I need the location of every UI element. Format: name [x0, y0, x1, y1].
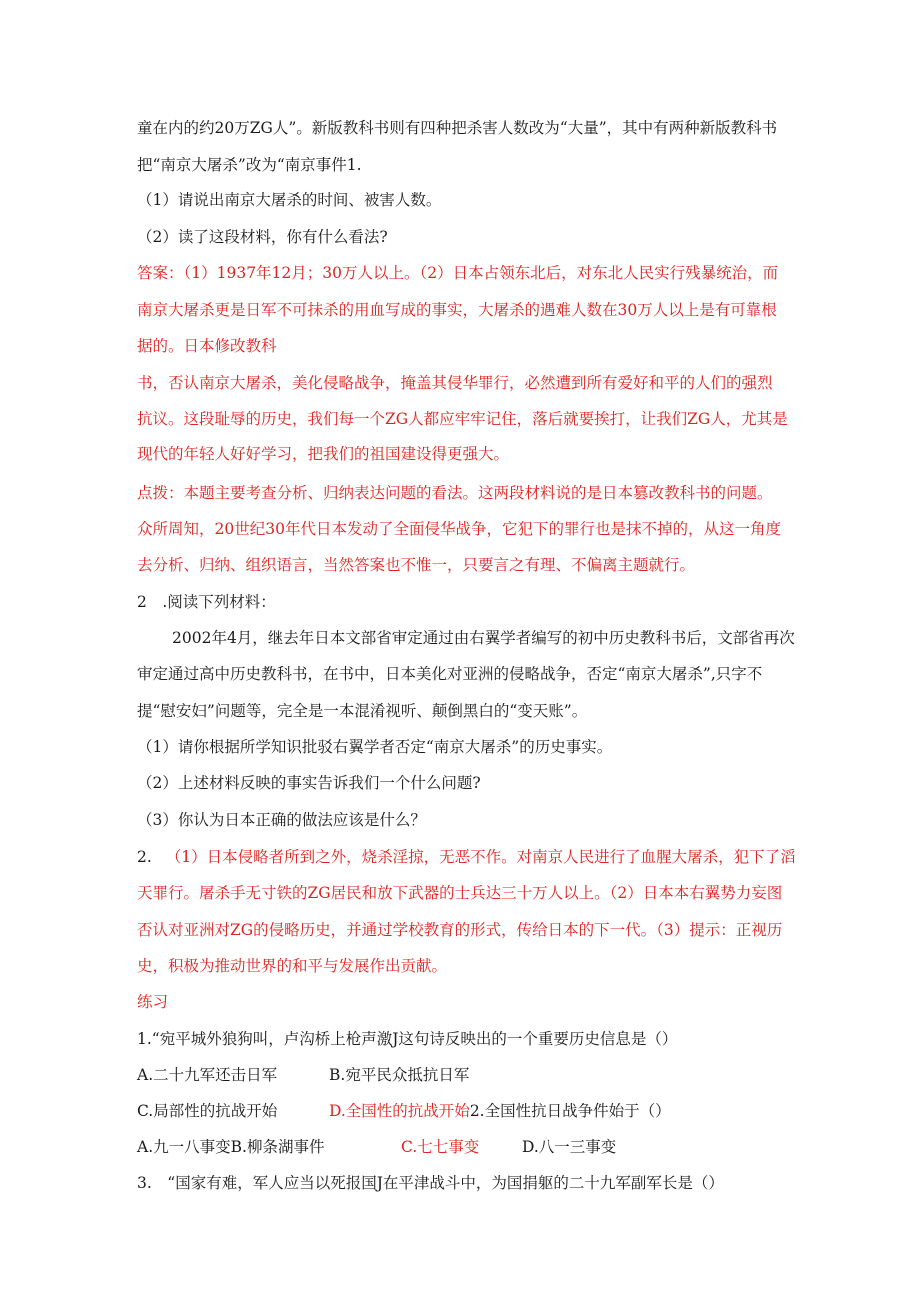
answer-1-line-6: 现代的年轻人好好学习，把我们的祖国建设得更强大。: [137, 445, 510, 463]
answer-1-line-2: 南京大屠杀更是日军不可抹杀的用血写成的事实，大屠杀的遇难人数在30万人以上是有可靠根: [137, 301, 777, 319]
answer-2-line-1: [137, 847, 796, 867]
answer-1-line-5: 抗议。这段耻辱的历史，我们每一个ZG人都应牢牢记住，落后就要挨打，让我们ZG人，尤其是: [137, 410, 788, 428]
material-para-line-2: 审定通过高中历史教科书，在书中，日本美化对亚洲的侵略战争，否定“南京大屠杀”,只字不: [137, 665, 763, 683]
practice-title: 练习: [137, 993, 169, 1011]
practice-question-1: 1.“宛平城外狼狗叫，卢沟桥上枪声激J这句诗反映出的一个重要历史信息是（）: [137, 1030, 678, 1048]
question-1-sub-1: （1）请说出南京大屠杀的时间、被害人数。: [137, 191, 442, 209]
material-para-line-3: 提“慰安妇”问题等，完全是一本混淆视听、颠倒黑白的“变天账”。: [137, 702, 588, 720]
practice-question-3: 3. “国家有难，军人应当以死报国J在平津战斗中，为国捐躯的二十九军副军长是（）: [137, 1174, 724, 1192]
intro-line-1: 童在内的约20万ZG人”。新版教科书则有四种把杀害人数改为“大量”，其中有两种新版教科书: [137, 119, 778, 137]
question-1-sub-2: （2）读了这段材料，你有什么看法?: [137, 228, 388, 246]
answer-1-line-1: 答案：（1）1937年12月；30万人以上。（2）日本占领东北后，对东北人民实行残暴统治，而: [137, 264, 779, 282]
question-2-sub-1: （1）请你根据所学知识批驳右翼学者否定“南京大屠杀”的历史事实。: [137, 738, 613, 756]
practice-q1-option-a: A.二十九军还击日军: [137, 1066, 278, 1084]
practice-q1-option-b: B.宛平民众抵抗日军: [329, 1066, 470, 1084]
practice-q2-option-c: C.七七事变: [401, 1138, 480, 1156]
question-2-sub-3: （3）你认为日本正确的做法应该是什么？: [137, 811, 426, 829]
answer-2-line-2: 天罪行。屠杀手无寸铁的ZG居民和放下武器的士兵达三十万人以上。（2）日本本右翼势力妄图: [137, 884, 783, 902]
practice-q2-option-d: D.八一三事变: [522, 1138, 617, 1156]
tip-1-line-2: 众所周知，20世纪30年代日本发动了全面侵华战争，它犯下的罪行也是抹不掉的，从这一角度: [137, 520, 781, 538]
practice-q1-option-c: C.局部性的抗战开始: [137, 1102, 278, 1120]
question-2-sub-2: （2）上述材料反映的事实告诉我们一个什么问题?: [137, 774, 481, 792]
question-2-heading: 2 .阅读下列材料：: [137, 593, 276, 611]
answer-2-line-3: 否认对亚洲对ZG的侵略历史，并通过学校教育的形式，传给日本的下一代。（3）提示：正视历: [137, 921, 783, 939]
practice-q1-d-and-q2: [329, 1101, 671, 1121]
material-para-line-1: 2002年4月，继去年日本文部省审定通过由右翼学者编写的初中历史教科书后，文部省再次: [172, 629, 795, 647]
answer-2-number: 2.: [137, 848, 152, 866]
answer-1-line-4: 书，否认南京大屠杀，美化侵略战争，掩盖其侵华罪行，必然遭到所有爱好和平的人们的强烈: [137, 374, 773, 392]
intro-line-2: 把“南京大屠杀”改为“南京事件1.: [137, 156, 362, 174]
tip-1-line-1: 点拨：本题主要考查分析、归纳表达问题的看法。这两段材料说的是日本篡改教科书的问题。: [137, 484, 773, 502]
practice-question-2: 2.全国性抗日战争件始于（）: [469, 1102, 671, 1120]
answer-2-line-4: 史，积极为推动世界的和平与发展作出贡献。: [137, 957, 448, 975]
tip-1-line-3: 去分析、归纳、组织语言，当然答案也不惟一，只要言之有理、不偏离主题就行。: [137, 556, 696, 574]
practice-q2-option-ab: A.九一八事变B.柳条湖事件: [137, 1138, 325, 1156]
practice-q1-option-d: D.全国性的抗战开始: [329, 1102, 470, 1120]
answer-1-line-3: 据的。日本修改教科: [137, 337, 277, 355]
answer-2-line-1-text: （1）日本侵略者所到之外，烧杀淫掠，无恶不作。对南京人民进行了血腥大屠杀，犯下了滔: [165, 848, 796, 866]
